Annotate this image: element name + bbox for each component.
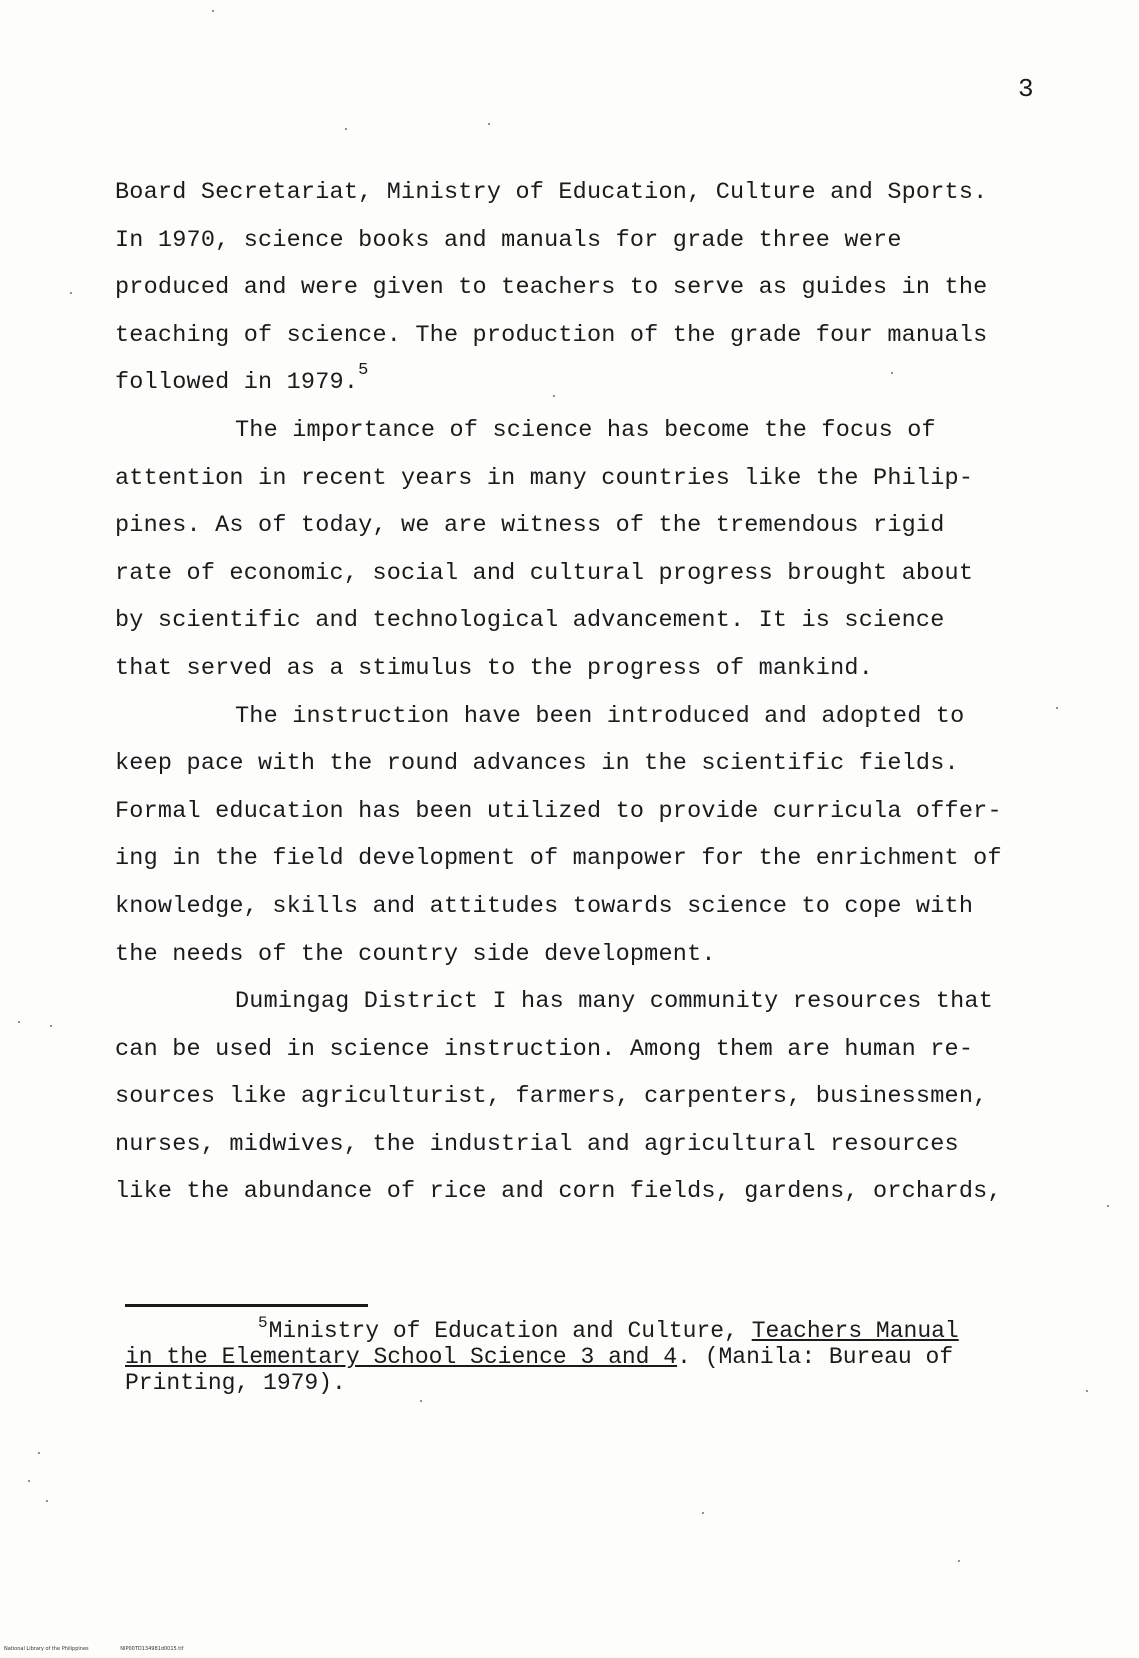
footnote-text: . (Manila: Bureau of [677,1344,954,1370]
footnote-mark: 5 [258,1314,268,1332]
text-line: Board Secretariat, Ministry of Education, Culture and Sports. [115,179,988,206]
body-text [115,169,1065,1216]
scan-speck [1107,1205,1109,1207]
paragraph-2-line: attention in recent years in many countries like the Philip- [115,464,974,492]
paragraph-3-line: Formal education has been utilized to provide curricula offer- [115,797,1002,825]
paragraph-4-line: like the abundance of rice and corn fields, gardens, orchards, [115,1178,1002,1206]
page-number: 3 [1018,74,1034,104]
paragraph-4-line: sources like agriculturist, farmers, carpenters, businessmen, [115,1083,988,1111]
text-line: teaching of science. The production of the grade four manuals [115,321,988,349]
footnote-title: Teachers Manual [751,1318,959,1344]
scan-file-id: NIP00TD134981d0015.tif [120,1646,184,1652]
scan-speck [702,1512,704,1514]
footnote-line-3: Printing, 1979). [125,1370,346,1396]
paragraph-3-line: keep pace with the round advances in the scientific fields. [115,750,959,778]
footnote-divider [125,1304,368,1307]
text-line-with-footnote [115,359,1065,407]
scan-speck [958,1560,960,1562]
paragraph-2-line: by scientific and technological advancement. It is science [115,607,945,635]
paragraph-2-line: rate of economic, social and cultural progress brought about [115,559,974,587]
paragraph-2-line: pines. As of today, we are witness of the tremendous rigid [115,512,945,540]
scan-speck [46,1500,48,1502]
scan-speck [38,1452,40,1454]
scan-footer [4,1646,213,1652]
text-line: produced and were given to teachers to serve as guides in the [115,274,988,302]
text-line: In 1970, science books and manuals for grade three were [115,226,902,254]
paragraph-2-line: that served as a stimulus to the progress of mankind. [115,654,874,682]
paragraph-3-line: knowledge, skills and attitudes towards science to cope with [115,892,974,920]
paragraph-4-line: can be used in science instruction. Among them are human re- [115,1035,974,1063]
scan-speck [70,292,72,294]
paragraph-4-line: Dumingag District I has many community resources that [235,988,994,1016]
scan-speck [420,1400,422,1402]
footnote-line-1 [125,1314,1085,1344]
footnote-reference: 5 [358,361,369,381]
paragraph-2-line: The importance of science has become the focus of [235,416,936,444]
scan-speck [18,1021,20,1023]
paragraph-4-line: nurses, midwives, the industrial and agricultural resources [115,1130,959,1158]
footnote [125,1314,1085,1396]
scan-speck [345,128,347,130]
scan-speck [488,123,490,125]
footnote-title: in the Elementary School Science 3 and 4 [125,1344,678,1370]
paragraph-3-line: The instruction have been introduced and adopted to [235,702,965,730]
scan-speck [891,372,893,374]
scan-speck [50,1025,52,1027]
scan-speck [1056,707,1058,709]
footnote-text: Ministry of Education and Culture, [268,1318,752,1344]
scan-speck [553,395,555,397]
footnote-line-2 [125,1344,1085,1370]
text-line: followed in 1979. [115,369,359,397]
paragraph-3-line: the needs of the country side development. [115,940,716,968]
scan-speck [1086,1390,1088,1392]
paragraph-3-line: ing in the field development of manpower for the enrichment of [115,845,1002,873]
scan-library-label: National Library of the Philippines [4,1646,89,1652]
scan-speck [28,1480,30,1482]
scan-speck [212,10,214,12]
